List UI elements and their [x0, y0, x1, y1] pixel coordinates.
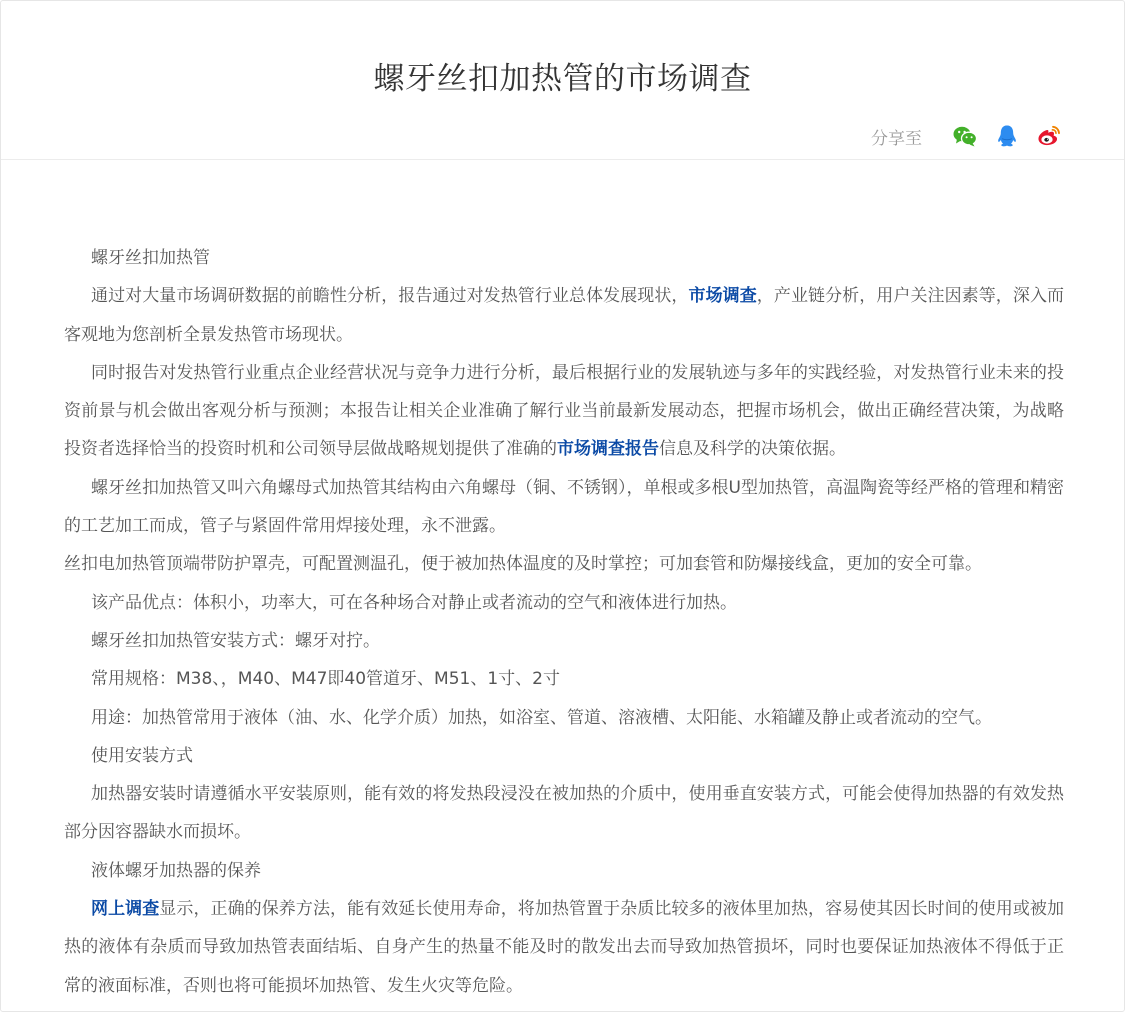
paragraph: 该产品优点：体积小，功率大，可在各种场合对静止或者流动的空气和液体进行加热。 [91, 592, 737, 613]
paragraph: 螺牙丝扣加热管安装方式：螺牙对拧。 [91, 630, 380, 651]
paragraph-text: 同时报告对发热管行业重点企业经营状况与竞争力进行分析，最后根据行业的发展轨迹与多年的实践经验，对发热管行业未来的投资前景与机会做出客观分析与预测；本报告让相关企业准确了解行业当前最新发展动态，把握市场机会，做出正确经营决策，为战略投资者选择恰当的投资时机和公司领导层做战略规划提供了准确的 [64, 362, 1064, 460]
paragraph: 螺牙丝扣加热管又叫六角螺母式加热管其结构由六角螺母（铜、不锈钢），单根或多根U型加热管，高温陶瓷等经严格的管理和精密的工艺加工而成，管子与紧固件常用焊接处理，永不泄露。 [64, 477, 1064, 537]
paragraph-text: 信息及科学的决策依据。 [659, 439, 846, 460]
article-header [1, 1, 1124, 160]
article-body [64, 239, 1064, 1005]
paragraph-text: 显示，正确的保养方法，能有效延长使用寿命，将加热管置于杂质比较多的液体里加热，容易使其因长时间的使用或被加热的液体有杂质而导致加热管表面结垢、自身产生的热量不能及时的散发出去而导致加热管损坏，同时也要保证加热液体不得低于正常的液面标准，否则也将可能损坏加热管、发生火灾等危险。 [64, 899, 1065, 996]
share-bar [871, 123, 1062, 149]
paragraph [64, 277, 1064, 354]
wechat-icon[interactable] [952, 123, 978, 149]
weibo-icon[interactable] [1036, 123, 1062, 149]
online-survey-link[interactable]: 网上调查 [91, 899, 160, 920]
paragraph [64, 354, 1064, 469]
share-label: 分享至 [871, 128, 922, 149]
paragraph-text: 通过对大量市场调研数据的前瞻性分析，报告通过对发热管行业总体发展现状， [91, 286, 689, 307]
paragraph: 常用规格：M38、，M40、M47即40管道牙、M51、1寸、2寸 [91, 669, 560, 690]
paragraph: 用途：加热管常用于液体（油、水、化学介质）加热，如浴室、管道、溶液槽、太阳能、水箱罐及静止或者流动的空气。 [91, 707, 992, 728]
paragraph: 加热器安装时请遵循水平安装原则，能有效的将发热段浸没在被加热的介质中，使用垂直安装方式，可能会使得加热器的有效发热部分因容器缺水而损坏。 [64, 784, 1064, 843]
market-survey-report-link[interactable]: 市场调查报告 [557, 439, 659, 460]
market-survey-link[interactable]: 市场调查 [688, 286, 757, 307]
paragraph: 使用安装方式 [91, 745, 193, 766]
page-title: 螺牙丝扣加热管的市场调查 [373, 61, 752, 97]
paragraph: 螺牙丝扣加热管 [91, 248, 210, 268]
paragraph-text: ，产业链分析，用户关注因素等，深入而客观地为您剖析全景发热管市场现状。 [64, 286, 1065, 345]
qq-icon[interactable] [994, 123, 1020, 149]
paragraph: 液体螺牙加热器的保养 [91, 860, 261, 881]
paragraph [64, 890, 1064, 1005]
paragraph: 丝扣电加热管顶端带防护罩壳，可配置测温孔，便于被加热体温度的及时掌控；可加套管和防爆接线盒，更加的安全可靠。 [64, 554, 982, 575]
